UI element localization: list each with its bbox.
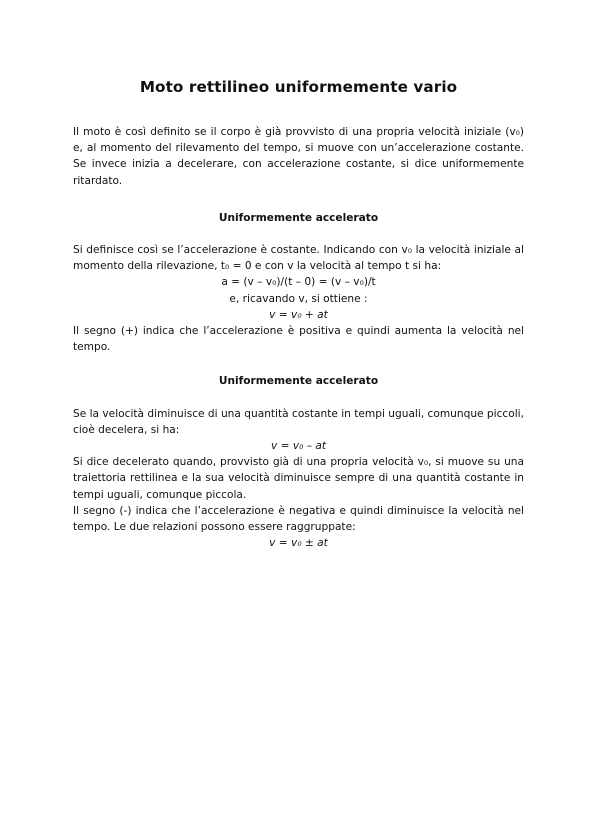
- section-1-heading: Uniformemente accelerato: [218, 211, 379, 224]
- section-2-formula-2: v = v₀ ± at: [269, 537, 328, 550]
- section-1-paragraph-1: Si definisce così se l’accelerazione è costante. Indicando con v₀ la velocità iniziale al momento della rilevazione, t₀ = 0 e con v la velocità al tempo t si ha:: [73, 244, 524, 273]
- page-title: Moto rettilineo uniformemente vario: [139, 78, 458, 96]
- section-2-heading: Uniformemente accelerato: [218, 375, 379, 388]
- section-2-paragraph-1: Se la velocità diminuisce di una quantità costante in tempi uguali, comunque piccoli, cioè decelera, si ha:: [73, 407, 524, 436]
- section-2-paragraph-2: Si dice decelerato quando, provvisto già di una propria velocità v₀, si muove su una traiettoria rettilinea e la sua velocità diminuisce sempre di una quantità costante in tempi uguali, comunque piccola.: [73, 456, 524, 501]
- section-2-paragraph-3: Il segno (-) indica che l’accelerazione è negativa e quindi diminuisce la velocità nel tempo. Le due relazioni possono essere raggruppate:: [73, 504, 524, 534]
- section-2-formula-1: v = v₀ – at: [270, 440, 327, 453]
- section-1-equation: a = (v – v₀)/(t – 0) = (v – v₀)/t: [221, 276, 376, 289]
- document-content: [73, 77, 524, 551]
- section-1-equation-note: e, ricavando v, si ottiene :: [229, 292, 368, 305]
- section-1-paragraph-2: Il segno (+) indica che l’accelerazione è positiva e quindi aumenta la velocità nel tempo.: [73, 325, 524, 354]
- intro-paragraph: Il moto è così definito se il corpo è già provvisto di una propria velocità iniziale (v₀) e, al momento del rilevamento del tempo, si muove con un’accelerazione costante. Se invece inizia a decelerare, con accelerazione costante, si dice uniformemente ritardato.: [73, 126, 524, 187]
- section-1-formula: v = v₀ + at: [269, 308, 328, 321]
